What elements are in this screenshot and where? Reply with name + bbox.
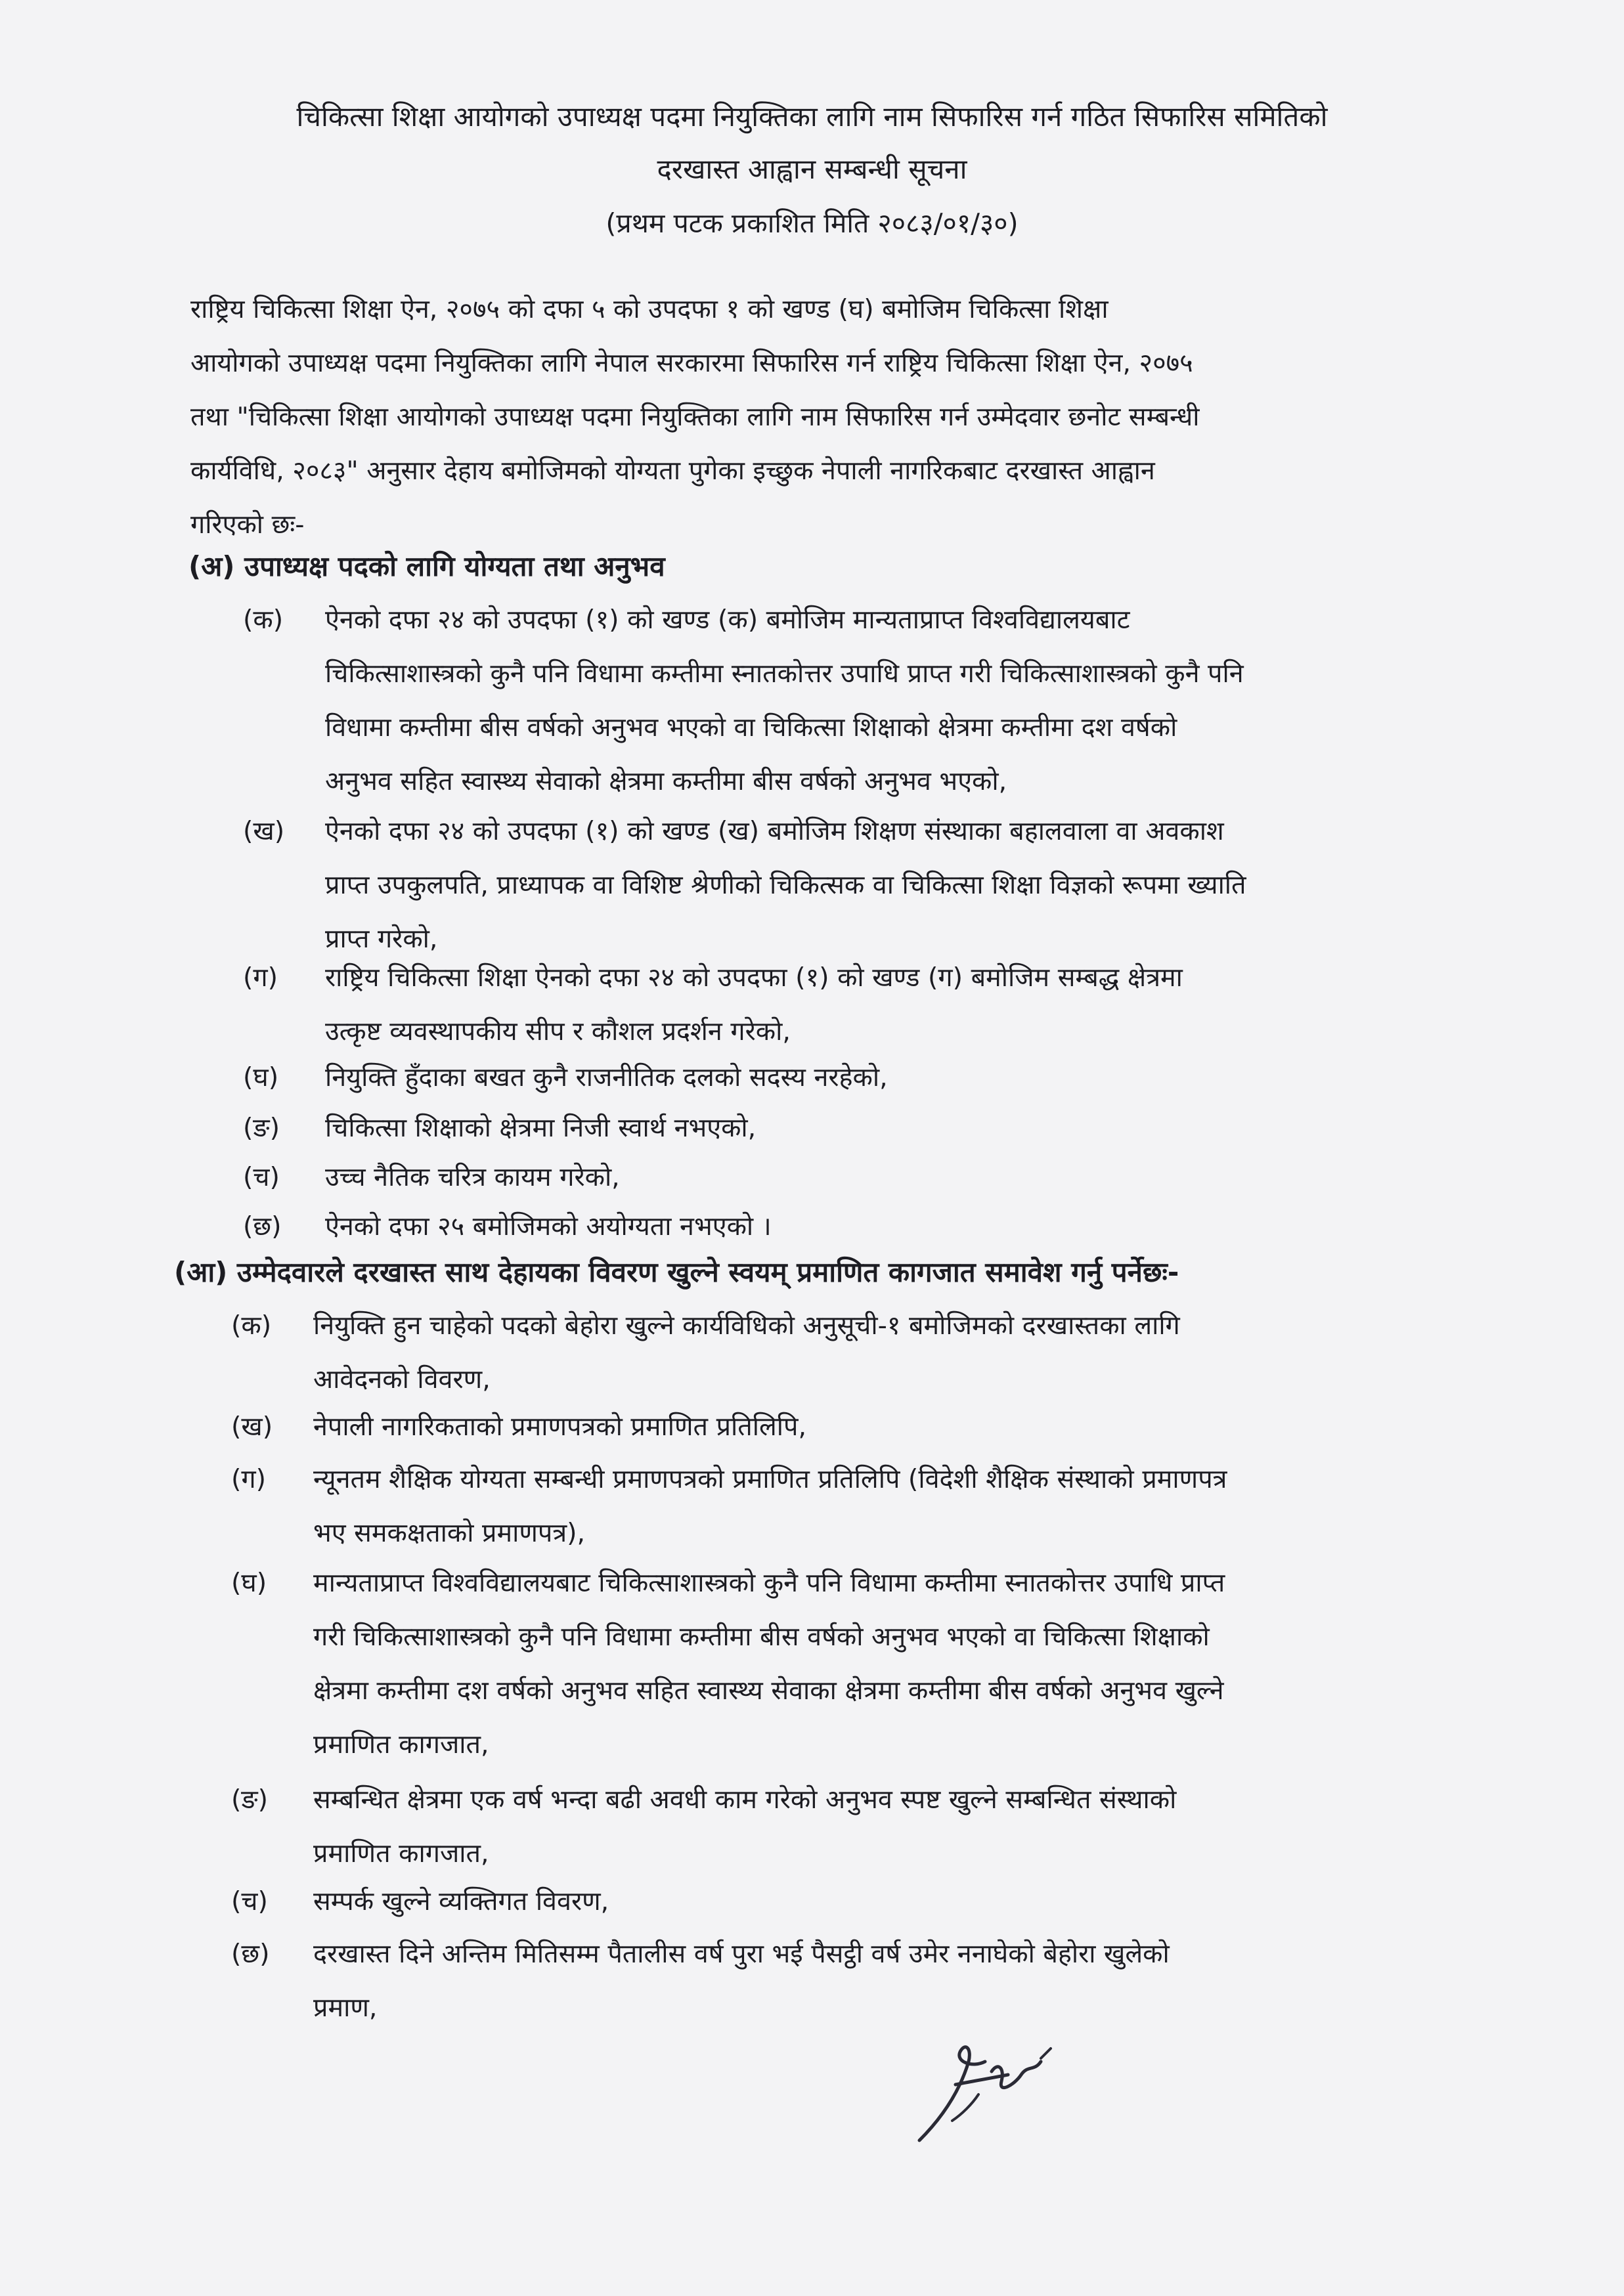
notice-title-line2: दरखास्त आह्वान सम्बन्धी सूचना (657, 153, 967, 185)
intro-line: गरिएको छः- (190, 509, 305, 540)
item-line: प्राप्त उपकुलपति, प्राध्यापक वा विशिष्ट श्रेणीको चिकित्सक वा चिकित्सा शिक्षा विज्ञको रूपमा ख्याति (325, 870, 1246, 900)
item-line: सम्पर्क खुल्ने व्यक्तिगत विवरण, (313, 1886, 609, 1917)
item-marker: (क) (243, 605, 284, 635)
item-line: मान्यताप्राप्त विश्वविद्यालयबाट चिकित्साशास्त्रको कुनै पनि विधामा कम्तीमा स्नातकोत्तर उपाधि प्राप्त (313, 1568, 1225, 1598)
item-marker: (ग) (243, 963, 278, 993)
publication-date: (प्रथम पटक प्रकाशित मिति २०८३/०१/३०) (605, 207, 1019, 239)
item-line: भए समकक्षताको प्रमाणपत्र), (313, 1518, 586, 1548)
item-marker: (च) (231, 1886, 268, 1917)
item-marker: (च) (243, 1162, 280, 1192)
item-line: ऐनको दफा २४ को उपदफा (१) को खण्ड (क) बमोजिम मान्यताप्राप्त विश्वविद्यालयबाट (325, 605, 1130, 635)
section-aa-heading: (आ) उम्मेदवारले दरखास्त साथ देहायका विवरण खुल्ने स्वयम् प्रमाणित कागजात समावेश गर्नु पर्नेछः- (174, 1256, 1179, 1288)
item-marker: (ङ) (231, 1785, 268, 1815)
item-line: नियुक्ति हुँदाका बखत कुनै राजनीतिक दलको सदस्य नरहेको, (325, 1062, 888, 1093)
notice-title-line1: चिकित्सा शिक्षा आयोगको उपाध्यक्ष पदमा नियुक्तिका लागि नाम सिफारिस गर्न गठित सिफारिस समितिको (296, 100, 1328, 133)
item-line: उत्कृष्ट व्यवस्थापकीय सीप र कौशल प्रदर्शन गरेको, (325, 1016, 791, 1047)
intro-line: तथा "चिकित्सा शिक्षा आयोगको उपाध्यक्ष पदमा नियुक्तिका लागि नाम सिफारिस गर्न उम्मेदवार छनोट सम्बन्धी (190, 402, 1200, 432)
item-line: आवेदनको विवरण, (313, 1364, 491, 1395)
item-marker: (ख) (243, 816, 285, 846)
item-line: प्रमाण, (313, 1993, 378, 2023)
item-line: सम्बन्धित क्षेत्रमा एक वर्ष भन्दा बढी अवधी काम गरेको अनुभव स्पष्ट खुल्ने सम्बन्धित संस्थाको (313, 1785, 1177, 1815)
intro-line: आयोगको उपाध्यक्ष पदमा नियुक्तिका लागि नेपाल सरकारमा सिफारिस गर्न राष्ट्रिय चिकित्सा शिक्षा ऐन, २०७५ (190, 348, 1193, 378)
item-line: उच्च नैतिक चरित्र कायम गरेको, (325, 1162, 620, 1192)
item-line: नियुक्ति हुन चाहेको पदको बेहोरा खुल्ने कार्यविधिको अनुसूची-१ बमोजिमको दरखास्तका लागि (313, 1310, 1180, 1341)
item-line: प्राप्त गरेको, (325, 924, 438, 954)
item-line: गरी चिकित्साशास्त्रको कुनै पनि विधामा कम्तीमा बीस वर्षको अनुभव भएको वा चिकित्सा शिक्षाको (313, 1622, 1210, 1652)
item-marker: (छ) (243, 1211, 282, 1242)
item-line: अनुभव सहित स्वास्थ्य सेवाको क्षेत्रमा कम्तीमा बीस वर्षको अनुभव भएको, (325, 766, 1007, 796)
item-marker: (क) (231, 1310, 272, 1341)
item-line: ऐनको दफा २५ बमोजिमको अयोग्यता नभएको । (325, 1211, 772, 1242)
item-marker: (ङ) (243, 1113, 280, 1143)
item-marker: (घ) (243, 1062, 279, 1093)
item-line: ऐनको दफा २४ को उपदफा (१) को खण्ड (ख) बमोजिम शिक्षण संस्थाका बहालवाला वा अवकाश (325, 816, 1224, 846)
item-marker: (ख) (231, 1412, 273, 1442)
item-marker: (छ) (231, 1939, 270, 1969)
item-line: प्रमाणित कागजात, (313, 1838, 489, 1869)
item-marker: (घ) (231, 1568, 267, 1598)
item-line: चिकित्साशास्त्रको कुनै पनि विधामा कम्तीमा स्नातकोत्तर उपाधि प्राप्त गरी चिकित्साशास्त्रको कुनै पनि (325, 659, 1244, 689)
item-line: दरखास्त दिने अन्तिम मितिसम्म पैतालीस वर्ष पुरा भई पैसट्ठी वर्ष उमेर ननाघेको बेहोरा खुलेको (313, 1939, 1170, 1969)
item-line: राष्ट्रिय चिकित्सा शिक्षा ऐनको दफा २४ को उपदफा (१) को खण्ड (ग) बमोजिम सम्बद्ध क्षेत्रमा (325, 963, 1183, 993)
item-marker: (ग) (231, 1464, 267, 1494)
intro-line: कार्यविधि, २०८३" अनुसार देहाय बमोजिमको योग्यता पुगेका इच्छुक नेपाली नागरिकबाट दरखास्त आह्वान (190, 456, 1155, 486)
item-line: चिकित्सा शिक्षाको क्षेत्रमा निजी स्वार्थ नभएको, (325, 1113, 757, 1143)
intro-paragraph (190, 282, 1517, 552)
item-line: प्रमाणित कागजात, (313, 1729, 489, 1760)
section-a-heading: (अ) उपाध्यक्ष पदको लागि योग्यता तथा अनुभव (188, 550, 665, 582)
item-line: क्षेत्रमा कम्तीमा दश वर्षको अनुभव सहित स्वास्थ्य सेवाका क्षेत्रमा कम्तीमा बीस वर्षको अनुभव खुल्ने (313, 1676, 1224, 1706)
intro-line: राष्ट्रिय चिकित्सा शिक्षा ऐन, २०७५ को दफा ५ को उपदफा १ को खण्ड (घ) बमोजिम चिकित्सा शिक्षा (190, 294, 1108, 324)
item-line: न्यूनतम शैक्षिक योग्यता सम्बन्धी प्रमाणपत्रको प्रमाणित प्रतिलिपि (विदेशी शैक्षिक संस्थाको प्रमाणपत्र (313, 1464, 1227, 1494)
item-line: विधामा कम्तीमा बीस वर्षको अनुभव भएको वा चिकित्सा शिक्षाको क्षेत्रमा कम्तीमा दश वर्षको (325, 712, 1177, 743)
item-line: नेपाली नागरिकताको प्रमाणपत्रको प्रमाणित प्रतिलिपि, (313, 1412, 807, 1442)
signature (900, 2022, 1070, 2154)
